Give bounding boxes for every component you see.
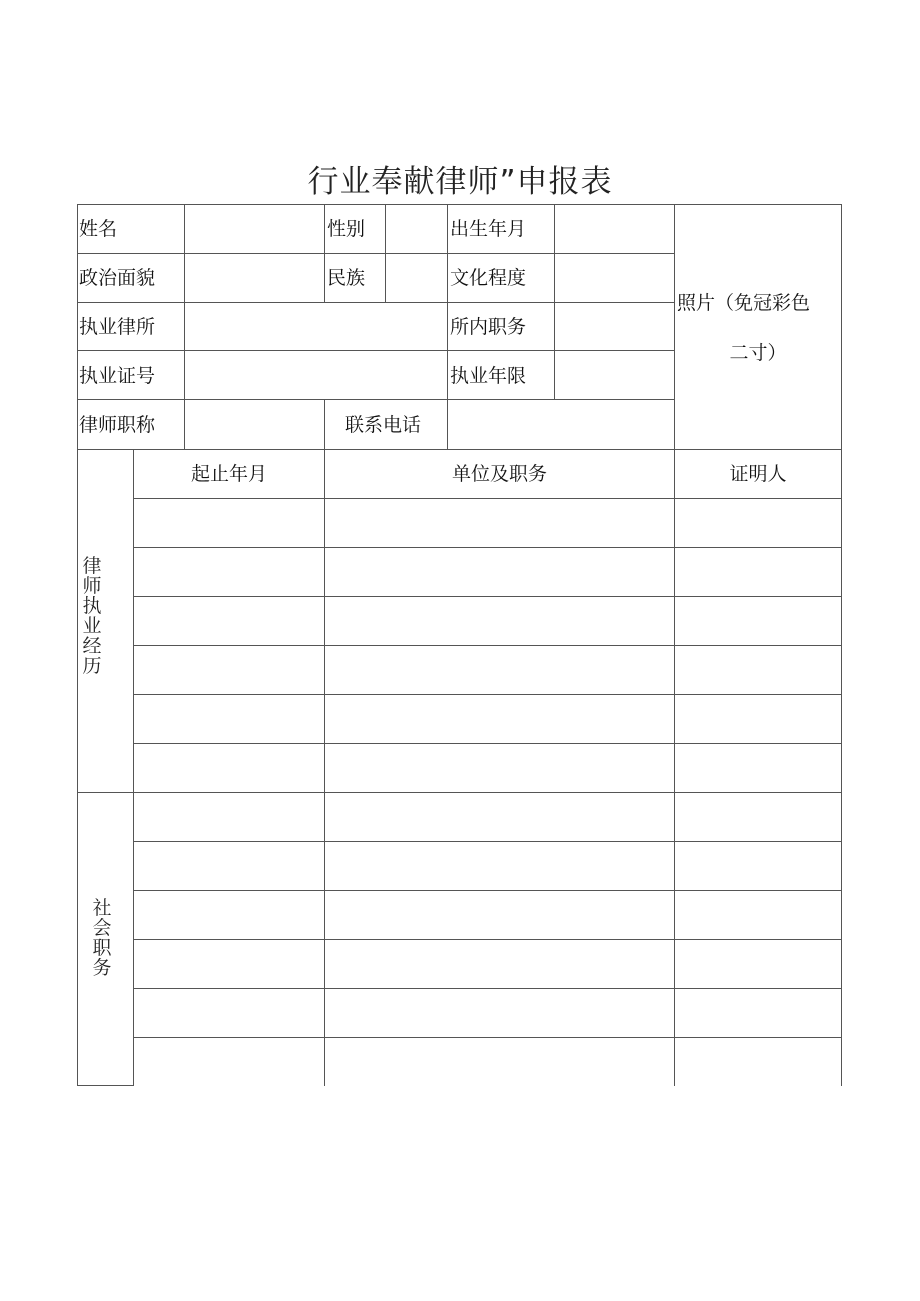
unit-column-header: 单位及职务	[451, 463, 547, 485]
ethnicity-label: 民族	[327, 267, 366, 289]
row-divider	[77, 253, 675, 254]
lawyer-title-label: 律师职称	[79, 414, 156, 436]
history-row-divider	[133, 743, 842, 744]
birth-label: 出生年月	[450, 218, 527, 240]
education-label: 文化程度	[450, 267, 527, 289]
col-divider	[554, 204, 555, 399]
subsection-divider	[77, 792, 842, 793]
social-positions-section-label: 社会职务	[92, 897, 112, 979]
col-divider	[385, 204, 386, 302]
practice-years-label: 执业年限	[450, 365, 527, 387]
history-row-divider	[133, 939, 842, 940]
history-row-divider	[133, 841, 842, 842]
history-row-divider	[133, 988, 842, 989]
header-row-divider	[133, 498, 842, 499]
col-divider	[324, 399, 325, 449]
history-row-divider	[133, 890, 842, 891]
history-row-divider	[133, 596, 842, 597]
col-divider	[674, 449, 675, 1086]
row-divider	[77, 350, 675, 351]
form-title: 行业奉献律师”申报表	[307, 164, 613, 200]
col-divider	[674, 204, 675, 449]
row-divider	[77, 302, 675, 303]
table-border-top	[77, 204, 842, 205]
history-row-divider	[133, 1037, 842, 1038]
firm-position-label: 所内职务	[450, 316, 527, 338]
section-label-divider	[133, 449, 134, 1086]
witness-column-header: 证明人	[729, 463, 787, 485]
history-row-divider	[133, 645, 842, 646]
phone-label: 联系电话	[345, 414, 422, 436]
gender-label: 性别	[327, 218, 366, 240]
col-divider	[324, 449, 325, 1086]
license-number-label: 执业证号	[79, 365, 156, 387]
period-column-header: 起止年月	[190, 463, 267, 485]
history-row-divider	[133, 694, 842, 695]
photo-label-line1: 照片（免冠彩色	[677, 292, 811, 314]
col-divider	[324, 204, 325, 302]
history-row-divider	[133, 547, 842, 548]
political-status-label: 政治面貌	[79, 267, 156, 289]
col-divider	[447, 204, 448, 449]
photo-label-line2: 二寸）	[729, 342, 787, 364]
row-divider	[77, 399, 675, 400]
practice-history-section-label: 律师执业经历	[82, 555, 102, 677]
law-firm-label: 执业律所	[79, 316, 156, 338]
table-border-left	[77, 204, 78, 1086]
table-border-bottom	[77, 1085, 133, 1086]
col-divider	[184, 204, 185, 449]
name-label: 姓名	[79, 218, 118, 240]
section-divider	[77, 449, 842, 450]
